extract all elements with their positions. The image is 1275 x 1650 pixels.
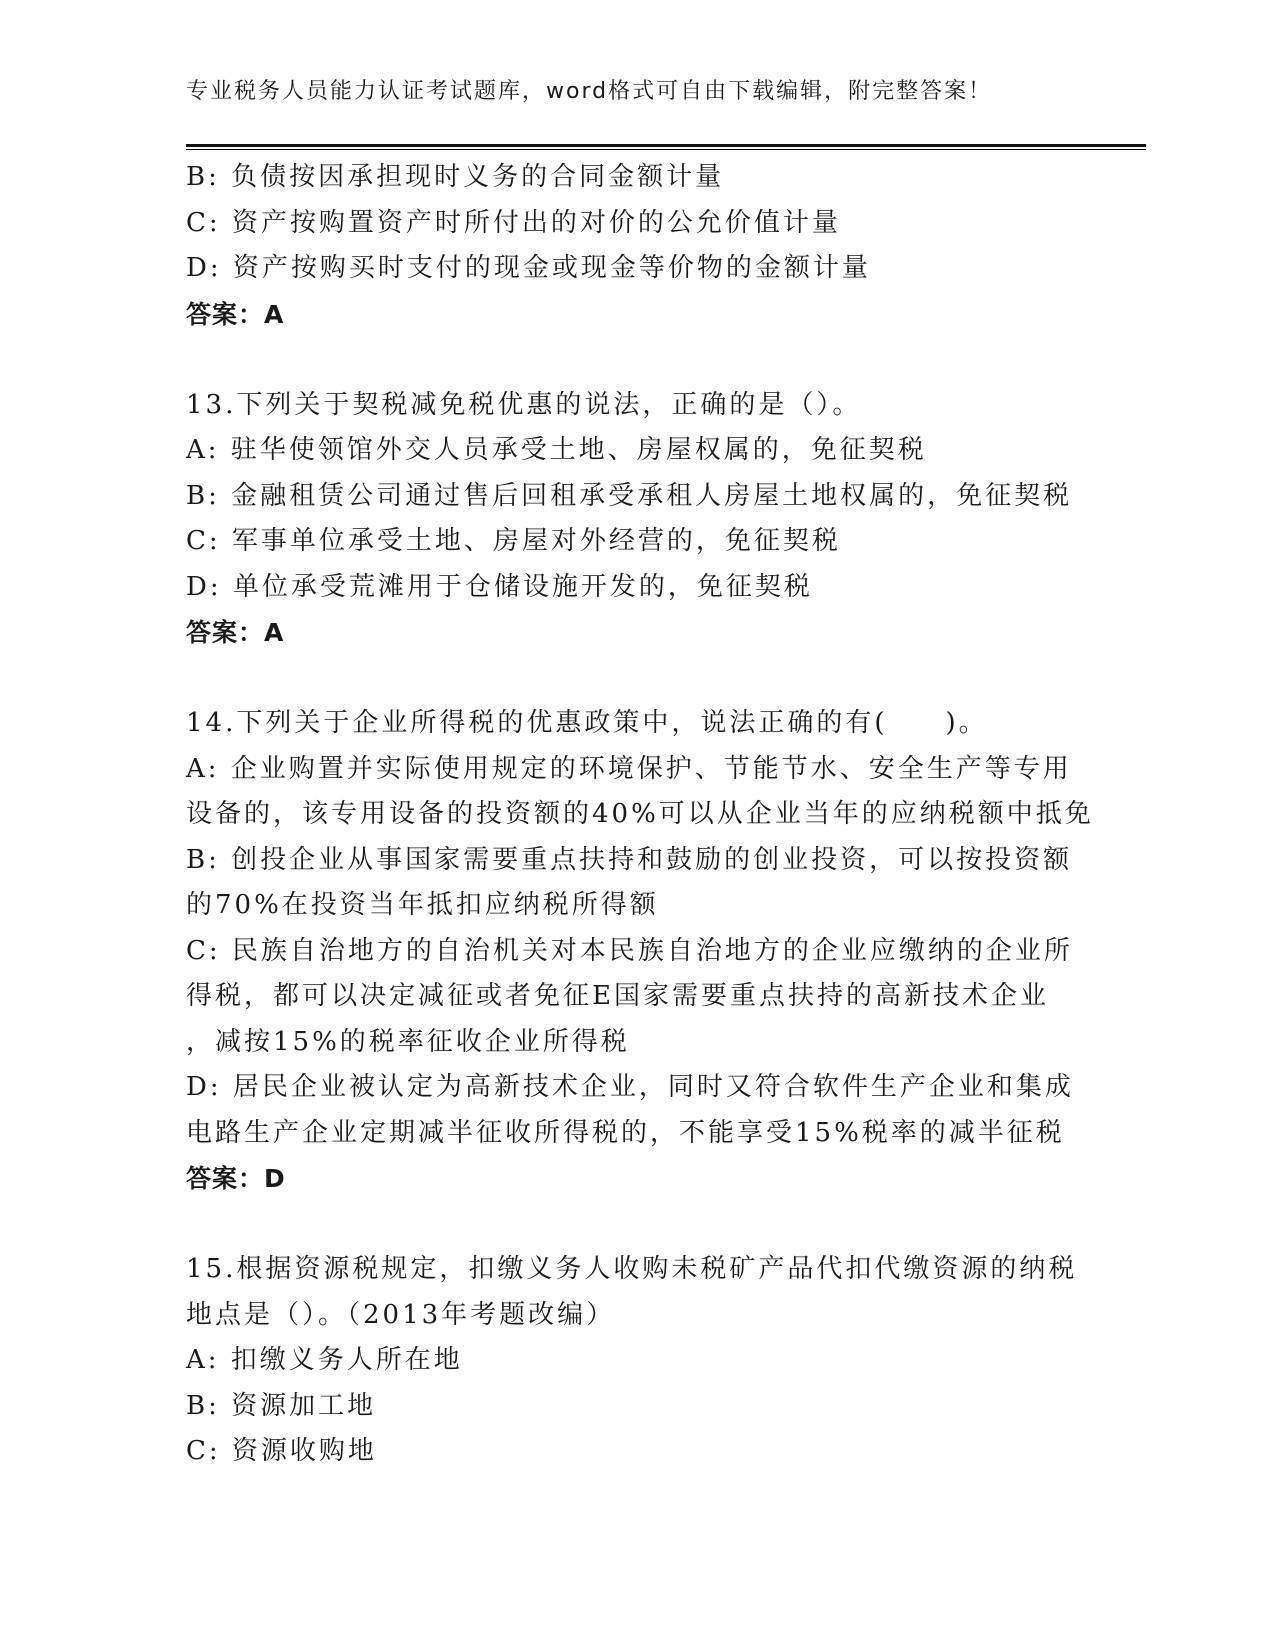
- question-stem: 13.下列关于契税减免税优惠的说法，正确的是（）。: [186, 389, 862, 420]
- answer: 答案：A: [186, 299, 285, 329]
- option-a-line-2: 设备的，该专用设备的投资额的40%可以从企业当年的应纳税额中抵免: [186, 799, 1094, 829]
- option-b: B: 负债按因承担现时义务的合同金额计量: [186, 162, 725, 192]
- option-c: C: 军事单位承受土地、房屋对外经营的，免征契税: [186, 526, 841, 556]
- question-12-tail: [186, 155, 1086, 337]
- question-stem-line-1: 15.根据资源税规定，扣缴义务人收购未税矿产品代扣代缴资源的纳税: [186, 1254, 1078, 1284]
- option-a: A: 驻华使领馆外交人员承受土地、房屋权属的，免征契税: [186, 435, 927, 465]
- option-b-line-2: 的70%在投资当年抵扣应纳税所得额: [186, 890, 659, 920]
- option-b: B: 金融租赁公司通过售后回租承受承租人房屋土地权属的，免征契税: [186, 480, 1073, 511]
- question-15: [186, 1247, 1086, 1475]
- header-rule-thick: [186, 144, 1146, 147]
- option-c-line-1: C: 民族自治地方的自治机关对本民族自治地方的企业应缴纳的企业所: [186, 935, 1073, 966]
- option-d: D: 资产按购买时支付的现金或现金等价物的金额计量: [186, 253, 871, 283]
- question-14: [186, 701, 1094, 1202]
- option-d: D: 单位承受荒滩用于仓储设施开发的，免征契税: [186, 571, 813, 602]
- spacer: [186, 656, 1086, 702]
- option-a: A: 扣缴义务人所在地: [186, 1345, 463, 1375]
- answer: 答案：D: [186, 1164, 286, 1193]
- question-stem: 14.下列关于企业所得税的优惠政策中，说法正确的有( )。: [186, 708, 988, 738]
- option-b: B: 资源加工地: [186, 1390, 377, 1421]
- document-body: [186, 155, 1094, 1475]
- header-rule-thin: [186, 149, 1146, 150]
- option-c: C: 资产按购置资产时所付出的对价的公允价值计量: [186, 207, 841, 238]
- option-c-line-3: ，减按15%的税率征收企业所得税: [186, 1026, 630, 1057]
- option-c-line-2: 得税，都可以决定减征或者免征E国家需要重点扶持的高新技术企业: [186, 981, 1049, 1011]
- option-d-line-1: D: 居民企业被认定为高新技术企业，同时又符合软件生产企业和集成: [186, 1072, 1074, 1102]
- option-c: C: 资源收购地: [186, 1436, 377, 1466]
- spacer: [186, 337, 1086, 383]
- spacer: [186, 1202, 1086, 1248]
- question-stem-line-2: 地点是（）。（2013年考题改编）: [186, 1299, 616, 1330]
- option-d-line-2: 电路生产企业定期减半征收所得税的，不能享受15%税率的减半征税: [186, 1117, 1065, 1148]
- option-b-line-1: B: 创投企业从事国家需要重点扶持和鼓励的创业投资，可以按投资额: [186, 844, 1073, 875]
- page-header: 专业税务人员能力认证考试题库，word格式可自由下载编辑，附完整答案！: [186, 79, 993, 104]
- option-a-line-1: A: 企业购置并实际使用规定的环境保护、节能节水、安全生产等专用: [186, 753, 1072, 784]
- question-13: [186, 383, 1086, 656]
- answer: 答案：A: [186, 618, 285, 647]
